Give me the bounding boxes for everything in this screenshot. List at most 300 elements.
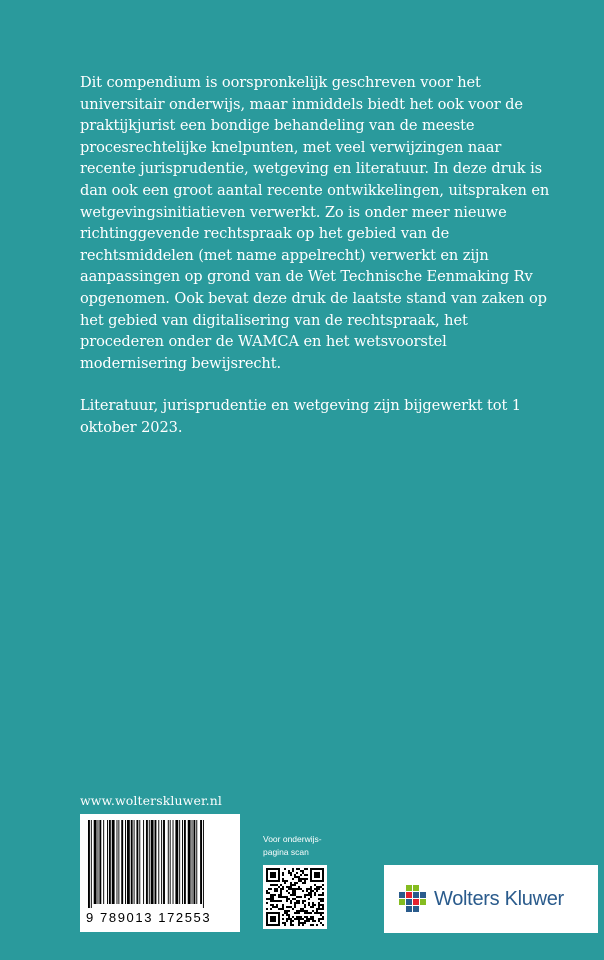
qr-module xyxy=(314,884,316,886)
qr-module xyxy=(282,908,284,910)
qr-module xyxy=(308,898,310,900)
qr-module xyxy=(272,884,274,886)
qr-module xyxy=(296,896,298,898)
logo-square xyxy=(420,892,426,898)
qr-module xyxy=(320,868,322,870)
qr-module xyxy=(296,868,298,870)
qr-module xyxy=(278,920,280,922)
qr-module xyxy=(298,916,300,918)
qr-module xyxy=(322,908,324,910)
qr-module xyxy=(298,922,300,924)
qr-module xyxy=(294,882,296,884)
logo-square xyxy=(413,892,419,898)
qr-module xyxy=(308,902,310,904)
qr-module xyxy=(300,878,302,880)
qr-module xyxy=(312,868,314,870)
qr-module xyxy=(304,874,306,876)
qr-module xyxy=(310,886,312,888)
qr-module xyxy=(286,898,288,900)
qr-label xyxy=(263,833,353,859)
qr-module xyxy=(288,910,290,912)
qr-module xyxy=(320,914,322,916)
qr-module xyxy=(312,902,314,904)
qr-module xyxy=(306,888,308,890)
qr-module xyxy=(310,868,312,870)
qr-module xyxy=(278,874,280,876)
qr-module xyxy=(320,898,322,900)
qr-module xyxy=(310,924,312,926)
qr-module xyxy=(304,916,306,918)
qr-module xyxy=(310,888,312,890)
qr-module xyxy=(292,924,294,926)
logo-square xyxy=(399,892,405,898)
qr-module xyxy=(318,894,320,896)
qr-module xyxy=(302,882,304,884)
qr-module xyxy=(278,886,280,888)
qr-module xyxy=(276,890,278,892)
qr-module xyxy=(266,874,268,876)
qr-module xyxy=(296,876,298,878)
qr-module xyxy=(278,894,280,896)
qr-module xyxy=(310,896,312,898)
barcode-bar xyxy=(188,820,191,904)
barcode-bar xyxy=(193,820,195,904)
qr-module xyxy=(266,898,268,900)
qr-module xyxy=(278,896,280,898)
qr-module xyxy=(302,900,304,902)
qr-module xyxy=(282,886,284,888)
qr-module xyxy=(272,900,274,902)
qr-module xyxy=(270,872,272,874)
barcode-bar xyxy=(175,820,178,904)
qr-module xyxy=(316,872,318,874)
qr-module xyxy=(294,918,296,920)
qr-module xyxy=(322,880,324,882)
qr-module xyxy=(266,920,268,922)
qr-module xyxy=(288,914,290,916)
qr-module xyxy=(322,918,324,920)
qr-module xyxy=(268,868,270,870)
qr-module xyxy=(266,876,268,878)
qr-module xyxy=(322,924,324,926)
qr-module xyxy=(272,880,274,882)
qr-module xyxy=(266,878,268,880)
qr-module xyxy=(290,874,292,876)
qr-module xyxy=(286,880,288,882)
qr-module xyxy=(290,886,292,888)
qr-module xyxy=(296,882,298,884)
qr-module xyxy=(300,922,302,924)
qr-module xyxy=(298,886,300,888)
qr-module xyxy=(314,894,316,896)
qr-module xyxy=(322,894,324,896)
qr-module xyxy=(318,872,320,874)
qr-module xyxy=(296,902,298,904)
qr-module xyxy=(310,892,312,894)
qr-module xyxy=(294,894,296,896)
qr-module xyxy=(274,924,276,926)
blurb-paragraph-1: Dit compendium is oorspronkelijk geschreven voor het universitair onderwijs, maar inmiddels biedt het ook voor de praktijkjurist een bondige behandeling van de meeste procesrechtelijke knelpunten, met veel verwijzingen naar recente jurisprudentie, wetgeving en literatuur. In deze druk is dan ook een groot aantal recente ontwikkelingen, uitspraken en wetgevingsinitiatieven verwerkt. Zo is onder meer nieuwe richtinggevende rechtspraak op het gebied van de rechtsmiddelen (met name appelrecht) verwerkt en zijn aanpassingen op grond van de Wet Technische Eenmaking Rv opgenomen. Ook bevat deze druk de laatste stand van zaken op het gebied van digitalisering van de rechtspraak, het procederen onder de WAMCA en het wetsvoorstel modernisering bewijsrecht. xyxy=(80,74,550,372)
qr-module xyxy=(292,908,294,910)
qr-module xyxy=(278,918,280,920)
qr-module xyxy=(310,918,312,920)
qr-module xyxy=(298,868,300,870)
qr-module xyxy=(280,890,282,892)
barcode-bar xyxy=(158,820,159,904)
qr-module xyxy=(270,904,272,906)
qr-module xyxy=(320,900,322,902)
qr-module xyxy=(278,912,280,914)
qr-module xyxy=(308,904,310,906)
qr-module xyxy=(274,894,276,896)
logo-square xyxy=(399,899,405,905)
qr-module xyxy=(304,904,306,906)
qr-module xyxy=(298,880,300,882)
qr-module xyxy=(294,898,296,900)
qr-module xyxy=(304,910,306,912)
qr-module xyxy=(300,918,302,920)
qr-module xyxy=(282,878,284,880)
qr-label-line-2: pagina scan xyxy=(263,847,309,857)
qr-module xyxy=(296,918,298,920)
qr-module xyxy=(298,900,300,902)
qr-module xyxy=(290,884,292,886)
qr-module xyxy=(318,906,320,908)
qr-module xyxy=(282,874,284,876)
qr-module xyxy=(278,924,280,926)
qr-module xyxy=(270,896,272,898)
qr-module xyxy=(288,870,290,872)
qr-module xyxy=(314,868,316,870)
qr-module xyxy=(280,894,282,896)
qr-module xyxy=(310,876,312,878)
qr-module xyxy=(302,910,304,912)
barcode-bar xyxy=(182,820,183,904)
barcode-bar xyxy=(170,820,171,904)
qr-module xyxy=(270,924,272,926)
qr-module xyxy=(304,896,306,898)
qr-module xyxy=(266,908,268,910)
barcode-bar xyxy=(161,820,162,904)
qr-module xyxy=(276,906,278,908)
qr-module xyxy=(322,878,324,880)
qr-module xyxy=(316,912,318,914)
barcode-bar xyxy=(163,820,165,904)
logo-square xyxy=(413,906,419,912)
qr-module xyxy=(298,902,300,904)
qr-module xyxy=(296,916,298,918)
qr-module xyxy=(302,870,304,872)
logo-square xyxy=(413,885,419,891)
barcode-bar xyxy=(127,820,130,904)
qr-module xyxy=(276,888,278,890)
qr-module xyxy=(286,914,288,916)
qr-module xyxy=(308,920,310,922)
qr-module xyxy=(266,924,268,926)
qr-module xyxy=(274,868,276,870)
qr-module xyxy=(282,922,284,924)
qr-module xyxy=(274,918,276,920)
qr-module xyxy=(284,882,286,884)
barcode-bar xyxy=(136,820,138,904)
qr-module xyxy=(268,888,270,890)
qr-module xyxy=(274,890,276,892)
qr-module xyxy=(278,878,280,880)
qr-module xyxy=(268,898,270,900)
qr-module xyxy=(304,868,306,870)
qr-module xyxy=(302,922,304,924)
qr-module xyxy=(296,888,298,890)
qr-module xyxy=(282,896,284,898)
qr-module xyxy=(294,906,296,908)
qr-module xyxy=(298,924,300,926)
qr-module xyxy=(316,924,318,926)
qr-module xyxy=(284,912,286,914)
qr-module xyxy=(280,908,282,910)
qr-module xyxy=(272,906,274,908)
qr-module xyxy=(306,916,308,918)
qr-module xyxy=(268,912,270,914)
qr-module xyxy=(320,912,322,914)
qr-module xyxy=(282,904,284,906)
qr-module xyxy=(266,890,268,892)
qr-module xyxy=(292,870,294,872)
qr-module xyxy=(286,896,288,898)
qr-module xyxy=(290,882,292,884)
qr-module xyxy=(304,878,306,880)
qr-module xyxy=(270,874,272,876)
qr-module xyxy=(292,868,294,870)
logo-square xyxy=(406,885,412,891)
barcode-bar xyxy=(98,820,99,904)
qr-module xyxy=(300,870,302,872)
qr-module xyxy=(270,894,272,896)
qr-module xyxy=(304,882,306,884)
qr-module xyxy=(284,910,286,912)
qr-module xyxy=(268,880,270,882)
qr-module xyxy=(298,888,300,890)
qr-module xyxy=(290,906,292,908)
qr-module xyxy=(272,912,274,914)
qr-module xyxy=(316,888,318,890)
qr-module xyxy=(318,880,320,882)
qr-module xyxy=(300,908,302,910)
qr-module xyxy=(304,894,306,896)
barcode-bar xyxy=(200,820,202,904)
barcode-bar xyxy=(103,820,104,904)
qr-module xyxy=(278,908,280,910)
barcode-bar xyxy=(146,820,148,904)
barcode-bar xyxy=(107,820,108,904)
barcode-bar xyxy=(168,820,169,904)
qr-module xyxy=(310,874,312,876)
qr-module xyxy=(312,906,314,908)
qr-module xyxy=(310,890,312,892)
qr-module xyxy=(280,884,282,886)
qr-module xyxy=(304,912,306,914)
logo-square xyxy=(420,899,426,905)
barcode-bar xyxy=(173,820,174,904)
qr-module xyxy=(302,924,304,926)
qr-module xyxy=(266,914,268,916)
qr-module xyxy=(276,880,278,882)
qr-module xyxy=(270,898,272,900)
qr-module xyxy=(272,920,274,922)
qr-module xyxy=(316,886,318,888)
qr-module xyxy=(272,868,274,870)
qr-module xyxy=(272,916,274,918)
qr-module xyxy=(280,900,282,902)
qr-module xyxy=(308,918,310,920)
qr-module xyxy=(274,876,276,878)
qr-module xyxy=(308,894,310,896)
qr-module xyxy=(290,888,292,890)
qr-module xyxy=(296,872,298,874)
qr-module xyxy=(322,868,324,870)
qr-module xyxy=(320,886,322,888)
qr-module xyxy=(288,886,290,888)
barcode-bar xyxy=(143,820,144,904)
qr-module xyxy=(310,872,312,874)
barcode-bar xyxy=(121,820,123,904)
qr-module xyxy=(300,880,302,882)
qr-module xyxy=(298,910,300,912)
qr-module xyxy=(282,906,284,908)
qr-module xyxy=(310,906,312,908)
barcode-bar xyxy=(99,820,101,904)
qr-module xyxy=(318,918,320,920)
qr-module xyxy=(318,912,320,914)
qr-module xyxy=(274,916,276,918)
qr-module xyxy=(290,918,292,920)
qr-module xyxy=(322,900,324,902)
qr-module xyxy=(322,904,324,906)
qr-module xyxy=(296,910,298,912)
qr-module xyxy=(314,880,316,882)
qr-module xyxy=(302,902,304,904)
qr-module xyxy=(318,920,320,922)
barcode-bar xyxy=(109,820,111,904)
qr-module xyxy=(274,874,276,876)
qr-module xyxy=(278,870,280,872)
barcode-bar xyxy=(203,820,204,908)
qr-module xyxy=(292,878,294,880)
logo-text: Wolters Kluwer xyxy=(434,887,564,910)
qr-module xyxy=(302,878,304,880)
qr-module xyxy=(290,902,292,904)
qr-module xyxy=(278,880,280,882)
qr-module xyxy=(316,890,318,892)
qr-module xyxy=(278,916,280,918)
qr-module xyxy=(284,868,286,870)
qr-module xyxy=(272,904,274,906)
qr-module xyxy=(274,888,276,890)
qr-module xyxy=(282,880,284,882)
qr-module xyxy=(314,872,316,874)
qr-module xyxy=(290,872,292,874)
qr-module xyxy=(278,914,280,916)
qr-label-line-1: Voor onderwijs- xyxy=(263,834,322,844)
qr-module xyxy=(274,880,276,882)
qr-module xyxy=(318,886,320,888)
qr-module xyxy=(306,912,308,914)
qr-module xyxy=(290,894,292,896)
barcode-bar xyxy=(94,820,97,904)
qr-module xyxy=(266,880,268,882)
qr-module xyxy=(314,904,316,906)
qr-module xyxy=(294,902,296,904)
qr-module xyxy=(306,890,308,892)
qr-module xyxy=(268,924,270,926)
qr-module xyxy=(298,912,300,914)
qr-module xyxy=(296,912,298,914)
isbn-digits: 9 789013 172553 xyxy=(86,910,212,925)
barcode-bar xyxy=(155,820,157,904)
qr-module xyxy=(270,868,272,870)
qr-module xyxy=(292,892,294,894)
qr-module xyxy=(322,888,324,890)
qr-module xyxy=(278,872,280,874)
qr-module xyxy=(312,904,314,906)
qr-module xyxy=(298,896,300,898)
qr-module xyxy=(308,912,310,914)
qr-module xyxy=(296,900,298,902)
qr-module xyxy=(286,910,288,912)
qr-module xyxy=(312,880,314,882)
barcode-bar xyxy=(149,820,150,904)
qr-module xyxy=(270,880,272,882)
barcode-bar xyxy=(88,820,90,908)
qr-module xyxy=(294,890,296,892)
qr-module xyxy=(318,876,320,878)
qr-module xyxy=(310,878,312,880)
qr-module xyxy=(312,924,314,926)
blurb-paragraph-2: Literatuur, jurisprudentie en wetgeving zijn bijgewerkt tot 1 oktober 2023. xyxy=(80,397,521,436)
qr-module xyxy=(306,920,308,922)
isbn-barcode xyxy=(80,814,240,932)
qr-module xyxy=(284,880,286,882)
qr-module xyxy=(282,888,284,890)
qr-module xyxy=(322,892,324,894)
qr-module xyxy=(314,912,316,914)
qr-module xyxy=(318,898,320,900)
qr-module xyxy=(300,896,302,898)
qr-module xyxy=(276,884,278,886)
qr-module xyxy=(310,894,312,896)
qr-module xyxy=(272,876,274,878)
qr-module xyxy=(288,888,290,890)
qr-module xyxy=(266,916,268,918)
qr-module xyxy=(306,918,308,920)
barcode-bar xyxy=(139,820,140,904)
qr-module xyxy=(294,904,296,906)
qr-module xyxy=(308,888,310,890)
qr-module xyxy=(322,872,324,874)
qr-module xyxy=(290,900,292,902)
website-url[interactable]: www.wolterskluwer.nl xyxy=(80,793,222,808)
wolters-kluwer-logo-icon xyxy=(398,884,428,914)
qr-module xyxy=(306,874,308,876)
qr-module xyxy=(286,900,288,902)
barcode-bar xyxy=(91,820,92,908)
logo-square xyxy=(406,899,412,905)
qr-module xyxy=(312,910,314,912)
qr-module xyxy=(278,922,280,924)
barcode-bar xyxy=(179,820,180,904)
qr-module xyxy=(290,920,292,922)
qr-module xyxy=(292,894,294,896)
qr-code[interactable] xyxy=(263,865,327,929)
